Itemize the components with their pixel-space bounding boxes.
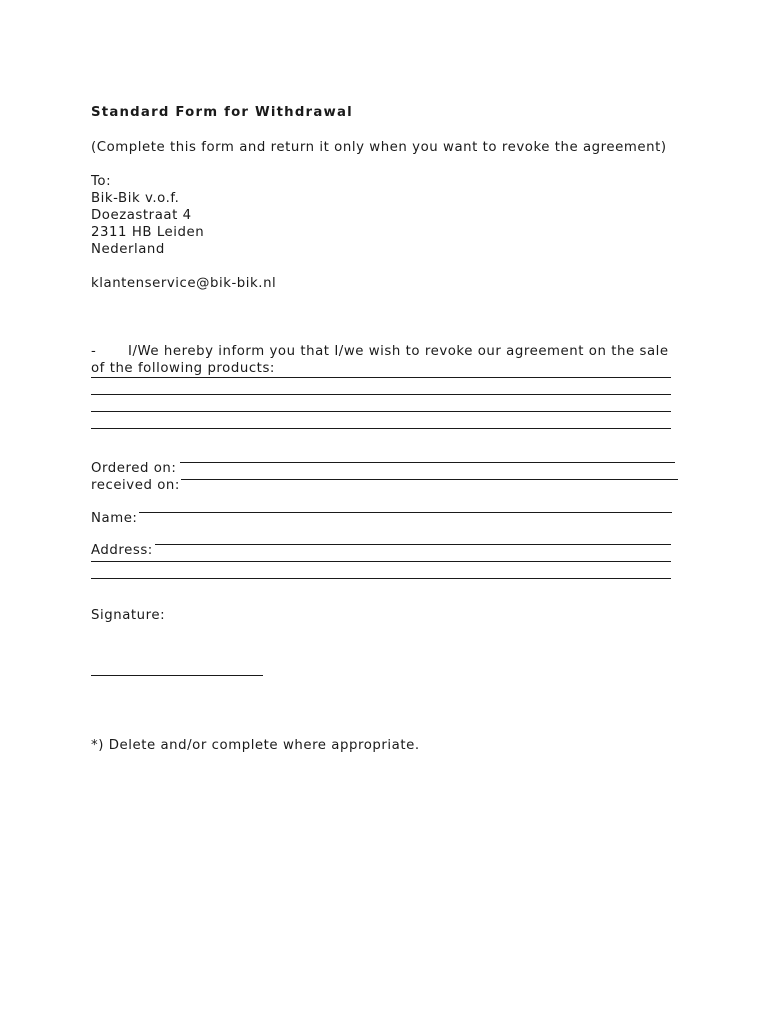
address-blank-2[interactable] bbox=[91, 560, 671, 562]
statement-line-1: I/We hereby inform you that I/we wish to revoke our agreement on the sale bbox=[128, 344, 669, 359]
recipient-country: Nederland bbox=[91, 242, 165, 257]
address-blank-1[interactable] bbox=[155, 543, 671, 545]
signature-blank[interactable] bbox=[91, 674, 263, 676]
form-title: Standard Form for Withdrawal bbox=[91, 105, 353, 120]
products-blank-line-1[interactable] bbox=[91, 376, 671, 378]
name-label: Name: bbox=[91, 511, 138, 526]
statement-line-2: of the following products: bbox=[91, 361, 275, 376]
recipient-company: Bik-Bik v.o.f. bbox=[91, 191, 180, 206]
to-label: To: bbox=[91, 174, 112, 189]
statement-bullet: - bbox=[91, 344, 97, 359]
ordered-on-label: Ordered on: bbox=[91, 461, 177, 476]
received-on-blank[interactable] bbox=[181, 478, 678, 480]
address-label: Address: bbox=[91, 543, 153, 558]
recipient-email: klantenservice@bik-bik.nl bbox=[91, 276, 277, 291]
products-blank-line-4[interactable] bbox=[91, 427, 671, 429]
address-blank-3[interactable] bbox=[91, 577, 671, 579]
products-blank-line-3[interactable] bbox=[91, 410, 671, 412]
recipient-postal-city: 2311 HB Leiden bbox=[91, 225, 205, 240]
recipient-street: Doezastraat 4 bbox=[91, 208, 192, 223]
products-blank-line-2[interactable] bbox=[91, 393, 671, 395]
name-blank[interactable] bbox=[139, 511, 672, 513]
form-subtitle: (Complete this form and return it only when you want to revoke the agreement) bbox=[91, 140, 667, 155]
received-on-label: received on: bbox=[91, 478, 180, 493]
footnote: *) Delete and/or complete where appropriate. bbox=[91, 738, 420, 753]
ordered-on-blank[interactable] bbox=[180, 461, 675, 463]
signature-label: Signature: bbox=[91, 608, 166, 623]
